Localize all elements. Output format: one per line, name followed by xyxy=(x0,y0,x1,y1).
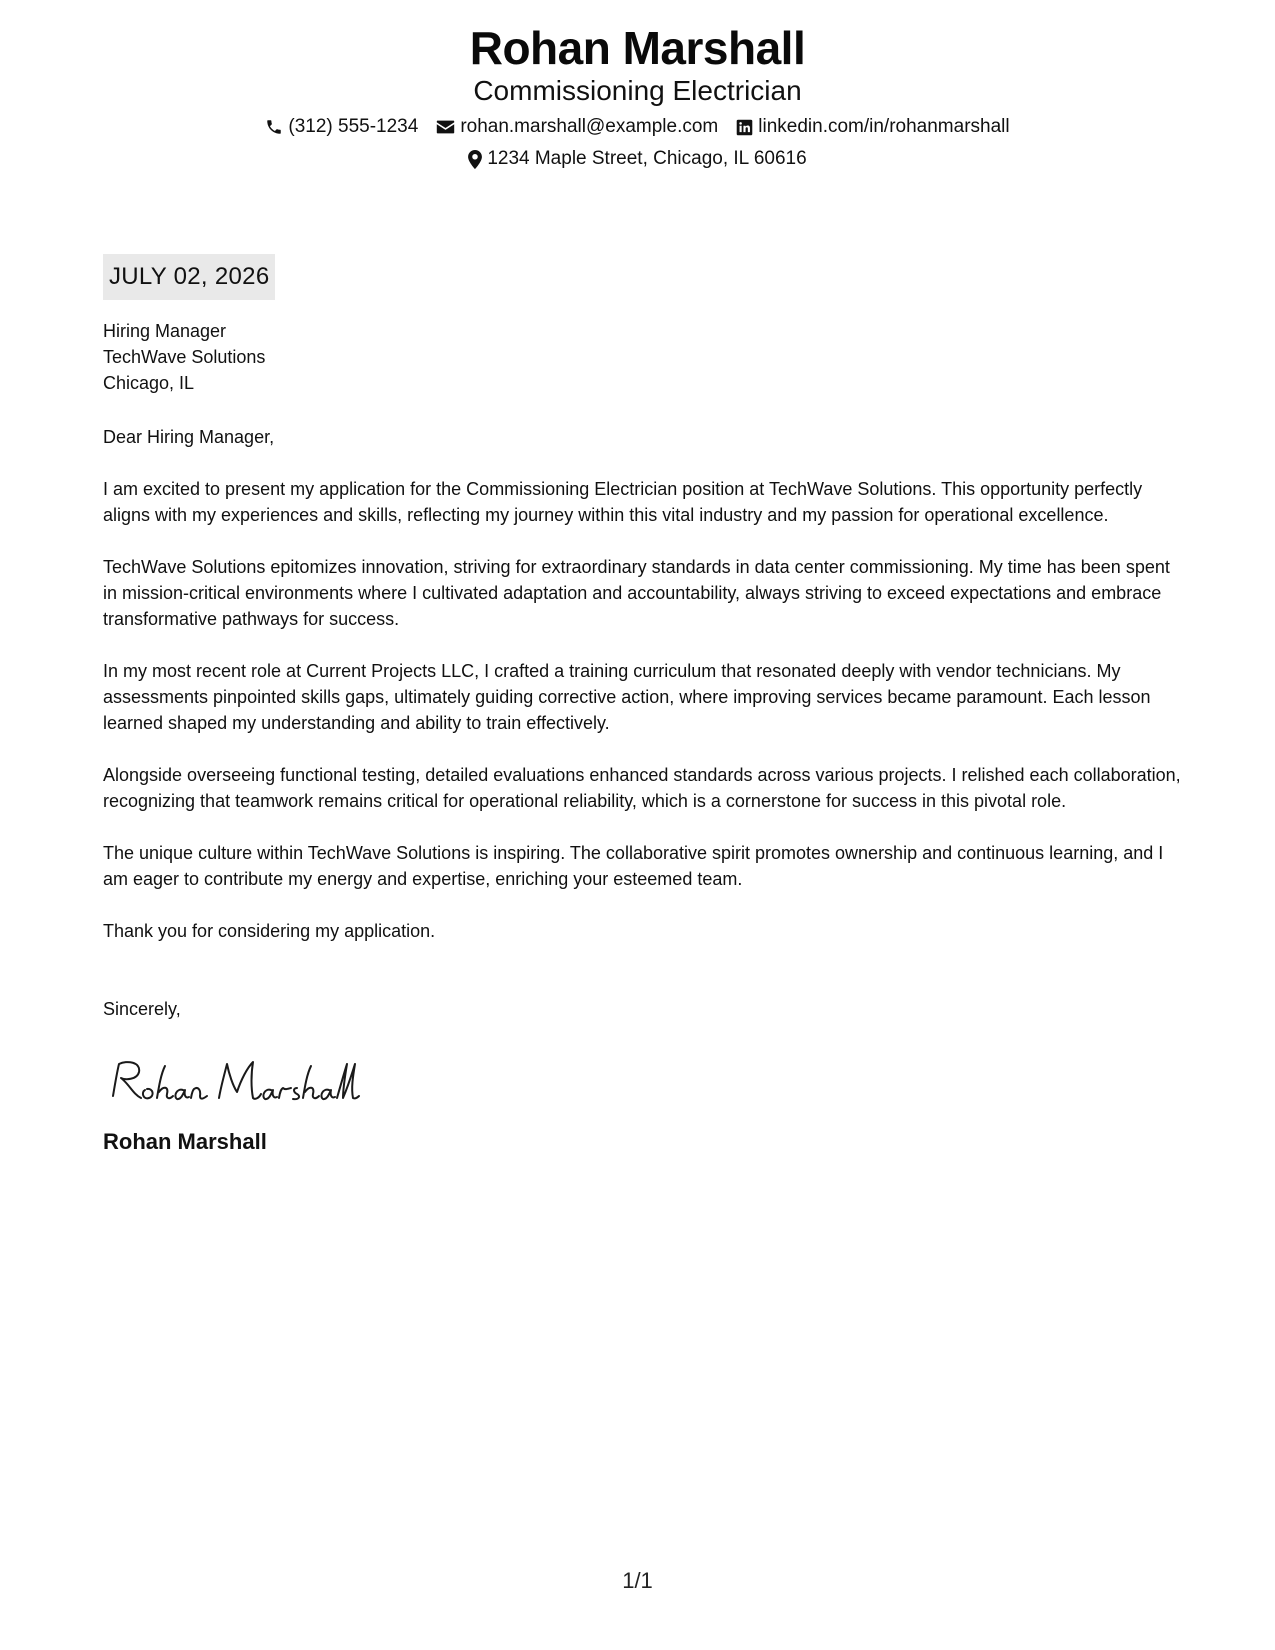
page-indicator: 1/1 xyxy=(622,1568,653,1593)
recipient-company: TechWave Solutions xyxy=(103,347,266,367)
body-paragraph: Alongside overseeing functional testing, detailed evaluations enhanced standards across various projects. I relished each collaboration, recognizing that teamwork remains critical for operational reliability, which is a cornerstone for success in this pivotal role. xyxy=(103,765,1181,811)
body-paragraph: The unique culture within TechWave Solutions is inspiring. The collaborative spirit promotes ownership and continuous learning, and I am eager to contribute my energy and expertise, enriching your esteemed team. xyxy=(103,843,1164,889)
body-paragraph: In my most recent role at Current Projects LLC, I crafted a training curriculum that resonated deeply with vendor technicians. My assessments pinpointed skills gaps, ultimately guiding corrective action, where improving services became paramount. Each lesson learned shaped my understanding and ability to train effectively. xyxy=(103,661,1151,733)
body-paragraph: I am excited to present my application for the Commissioning Electrician position at TechWave Solutions. This opportunity perfectly aligns with my experiences and skills, reflecting my journey within this vital industry and my passion for operational excellence. xyxy=(103,479,1143,525)
recipient-role: Hiring Manager xyxy=(103,321,227,341)
linkedin-icon xyxy=(736,119,753,136)
closing: Sincerely, xyxy=(103,999,181,1019)
linkedin-text[interactable]: linkedin.com/in/rohanmarshall xyxy=(758,116,1010,137)
phone-text: (312) 555-1234 xyxy=(288,116,419,137)
contact-row xyxy=(0,114,1275,140)
applicant-title: Commissioning Electrician xyxy=(473,75,802,106)
envelope-icon xyxy=(436,119,455,135)
contact-address xyxy=(468,146,806,172)
body-paragraph: TechWave Solutions epitomizes innovation, striving for extraordinary standards in data center commissioning. My time has been spent in mission-critical environments where I cultivated adaptation and accountability, always striving to exceed expectations and embrace transformative pathways for success. xyxy=(103,557,1170,629)
address-text: 1234 Maple Street, Chicago, IL 60616 xyxy=(487,148,807,169)
recipient-block xyxy=(103,318,1183,396)
letter-date: JULY 02, 2026 xyxy=(103,254,275,300)
address-row xyxy=(0,146,1275,172)
body-paragraph: Thank you for considering my application. xyxy=(103,921,436,941)
handwritten-signature xyxy=(103,1054,1183,1110)
contact-email[interactable] xyxy=(436,114,718,140)
salutation: Dear Hiring Manager, xyxy=(103,427,275,447)
signer-name: Rohan Marshall xyxy=(103,1129,267,1154)
email-text[interactable]: rohan.marshall@example.com xyxy=(460,116,719,137)
contact-phone xyxy=(265,114,418,140)
phone-icon xyxy=(265,118,283,136)
contact-linkedin[interactable] xyxy=(736,114,1009,140)
map-marker-icon xyxy=(468,150,482,169)
recipient-location: Chicago, IL xyxy=(103,373,195,393)
letter-header xyxy=(0,22,1275,172)
applicant-name: Rohan Marshall xyxy=(469,22,806,74)
letter-body xyxy=(103,254,1183,1156)
